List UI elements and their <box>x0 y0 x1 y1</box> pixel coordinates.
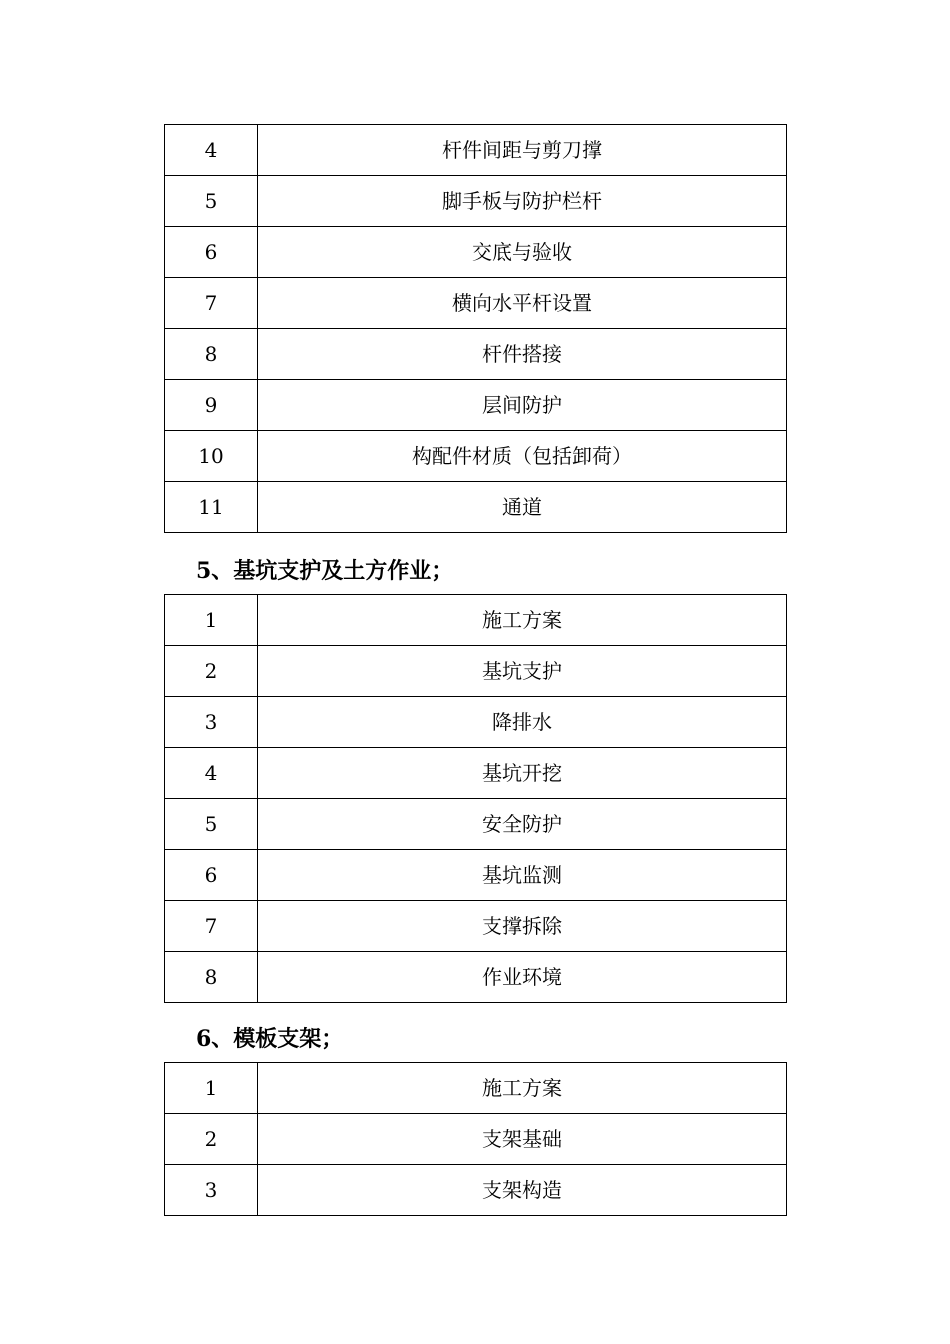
row-item: 交底与验收 <box>258 227 787 278</box>
formwork-items-table <box>164 1062 787 1216</box>
row-number: 3 <box>165 1165 258 1216</box>
row-number: 8 <box>165 952 258 1003</box>
table-row <box>165 901 787 952</box>
row-item: 支架基础 <box>258 1114 787 1165</box>
section-5-heading: 5、基坑支护及土方作业； <box>196 558 454 584</box>
table-row <box>165 227 787 278</box>
table-row <box>165 850 787 901</box>
scaffold-items-table <box>164 124 787 533</box>
table-row <box>165 1114 787 1165</box>
row-number: 5 <box>165 799 258 850</box>
row-item: 安全防护 <box>258 799 787 850</box>
table-row <box>165 799 787 850</box>
row-number: 10 <box>165 431 258 482</box>
row-item: 施工方案 <box>258 1063 787 1114</box>
row-number: 9 <box>165 380 258 431</box>
row-item: 基坑支护 <box>258 646 787 697</box>
row-item: 杆件搭接 <box>258 329 787 380</box>
row-number: 3 <box>165 697 258 748</box>
table-row <box>165 646 787 697</box>
row-number: 4 <box>165 125 258 176</box>
table-row <box>165 278 787 329</box>
row-item: 脚手板与防护栏杆 <box>258 176 787 227</box>
excavation-items-table <box>164 594 787 1003</box>
row-number: 1 <box>165 1063 258 1114</box>
row-item: 基坑开挖 <box>258 748 787 799</box>
row-number: 7 <box>165 278 258 329</box>
row-item: 层间防护 <box>258 380 787 431</box>
table-row <box>165 1063 787 1114</box>
row-number: 2 <box>165 1114 258 1165</box>
row-number: 4 <box>165 748 258 799</box>
row-number: 8 <box>165 329 258 380</box>
table-row <box>165 329 787 380</box>
row-item: 横向水平杆设置 <box>258 278 787 329</box>
table-row <box>165 482 787 533</box>
row-item: 支撑拆除 <box>258 901 787 952</box>
table-row <box>165 125 787 176</box>
row-item: 杆件间距与剪刀撑 <box>258 125 787 176</box>
table-row <box>165 952 787 1003</box>
row-number: 2 <box>165 646 258 697</box>
row-number: 6 <box>165 850 258 901</box>
table-row <box>165 176 787 227</box>
row-item: 支架构造 <box>258 1165 787 1216</box>
table-row <box>165 697 787 748</box>
row-item: 施工方案 <box>258 595 787 646</box>
row-item: 构配件材质（包括卸荷） <box>258 431 787 482</box>
section-6-heading: 6、模板支架； <box>196 1026 344 1052</box>
row-number: 11 <box>165 482 258 533</box>
row-number: 6 <box>165 227 258 278</box>
table-row <box>165 1165 787 1216</box>
row-item: 作业环境 <box>258 952 787 1003</box>
row-number: 7 <box>165 901 258 952</box>
row-number: 5 <box>165 176 258 227</box>
table-row <box>165 595 787 646</box>
table-row <box>165 380 787 431</box>
table-row <box>165 748 787 799</box>
row-number: 1 <box>165 595 258 646</box>
row-item: 降排水 <box>258 697 787 748</box>
row-item: 基坑监测 <box>258 850 787 901</box>
table-row <box>165 431 787 482</box>
row-item: 通道 <box>258 482 787 533</box>
